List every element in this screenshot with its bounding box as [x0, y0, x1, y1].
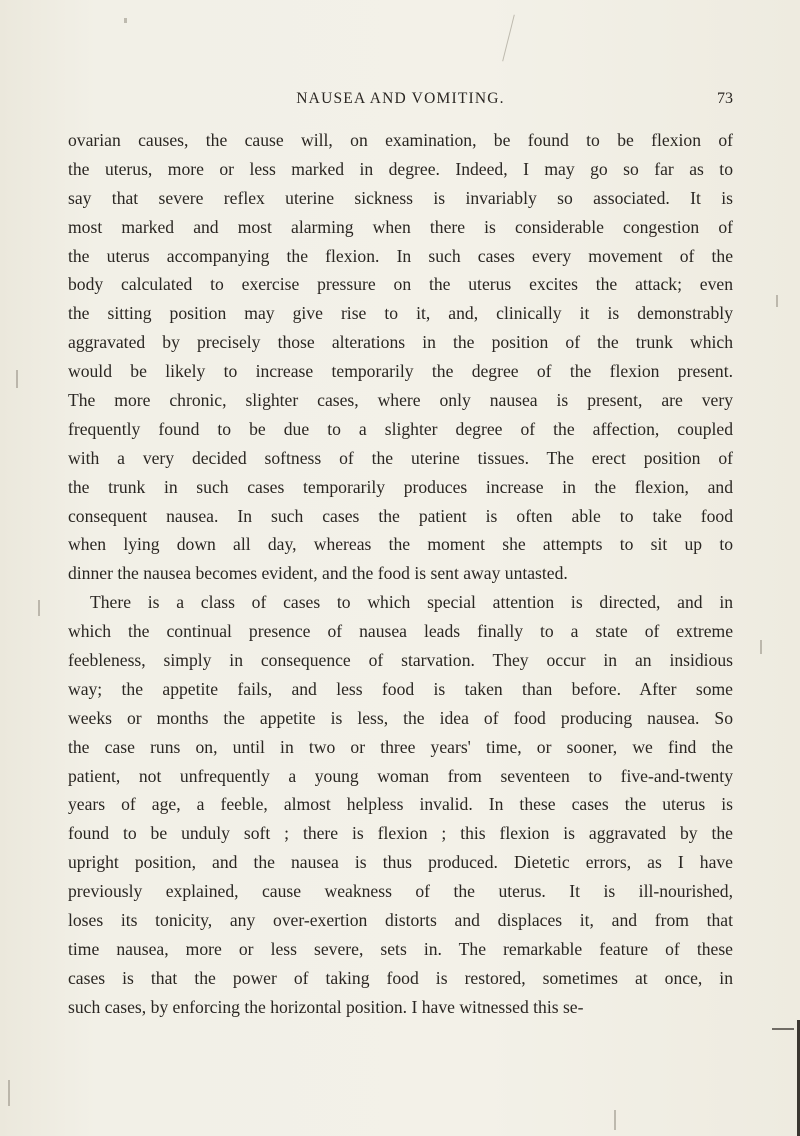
- text-line: would be likely to increase temporarily the degree of the flexion present.: [68, 361, 733, 382]
- text-line: years of age, a feeble, almost helpless invalid. In these cases the uterus is: [68, 794, 733, 815]
- text-line: patient, not unfrequently a young woman from seventeen to five-and-twenty: [68, 765, 733, 786]
- scan-speck: [614, 1110, 616, 1130]
- scan-speck: [502, 15, 515, 62]
- scan-speck: [8, 1080, 10, 1106]
- page-header: [68, 90, 733, 114]
- text-line: the case runs on, until in two or three years' time, or sooner, we find the: [68, 736, 733, 757]
- scan-speck: [776, 295, 778, 307]
- text-line: cases is that the power of taking food is restored, sometimes at once, in: [68, 967, 733, 988]
- text-line: upright position, and the nausea is thus produced. Dietetic errors, as I have: [68, 852, 733, 873]
- text-line: aggravated by precisely those alterations in the position of the trunk which: [68, 332, 733, 353]
- text-line: loses its tonicity, any over-exertion distorts and displaces it, and from that: [68, 910, 733, 931]
- text-line: most marked and most alarming when there is considerable congestion of: [68, 216, 733, 237]
- text-line: way; the appetite fails, and less food is taken than before. After some: [68, 678, 733, 699]
- text-line: feebleness, simply in consequence of starvation. They occur in an insidious: [68, 650, 733, 671]
- text-line: the trunk in such cases temporarily produces increase in the flexion, and: [68, 476, 733, 497]
- text-line: with a very decided softness of the uterine tissues. The erect position of: [68, 447, 733, 468]
- text-line: ovarian causes, the cause will, on examination, be found to be flexion of: [68, 130, 733, 150]
- text-line: dinner the nausea becomes evident, and the food is sent away untasted.: [68, 563, 568, 584]
- text-line: weeks or months the appetite is less, the idea of food producing nausea. So: [68, 707, 733, 728]
- text-line: previously explained, cause weakness of the uterus. It is ill-nourished,: [68, 881, 733, 902]
- text-line: time nausea, more or less severe, sets in. The remarkable feature of these: [68, 938, 733, 959]
- text-line: the uterus, more or less marked in degree. Indeed, I may go so far as to: [68, 158, 733, 179]
- text-line: The more chronic, slighter cases, where only nausea is present, are very: [68, 390, 733, 411]
- body-text: [68, 126, 733, 1022]
- scan-speck: [124, 18, 127, 23]
- scan-speck: [38, 600, 40, 616]
- scan-speck: [772, 1028, 794, 1030]
- scan-speck: [760, 640, 762, 654]
- text-line: when lying down all day, whereas the moment she attempts to sit up to: [68, 534, 733, 555]
- text-line: body calculated to exercise pressure on the uterus excites the attack; even: [68, 274, 733, 295]
- text-line: the uterus accompanying the flexion. In such cases every movement of the: [68, 245, 733, 266]
- text-line: such cases, by enforcing the horizontal position. I have witnessed this se-: [68, 996, 584, 1017]
- running-head: NAUSEA AND VOMITING.: [296, 90, 505, 107]
- text-line: the sitting position may give rise to it, and, clinically it is demonstrably: [68, 303, 733, 324]
- text-line: frequently found to be due to a slighter degree of the affection, coupled: [68, 418, 733, 439]
- scan-speck: [16, 370, 18, 388]
- text-line: say that severe reflex uterine sickness is invariably so associated. It is: [68, 187, 733, 208]
- page-number: 73: [717, 90, 733, 107]
- text-line: consequent nausea. In such cases the patient is often able to take food: [68, 505, 733, 526]
- paragraph-start-line: There is a class of cases to which special attention is directed, and in: [90, 592, 733, 613]
- text-line: found to be unduly soft ; there is flexion ; this flexion is aggravated by the: [68, 823, 733, 844]
- text-line: which the continual presence of nausea leads finally to a state of extreme: [68, 621, 733, 642]
